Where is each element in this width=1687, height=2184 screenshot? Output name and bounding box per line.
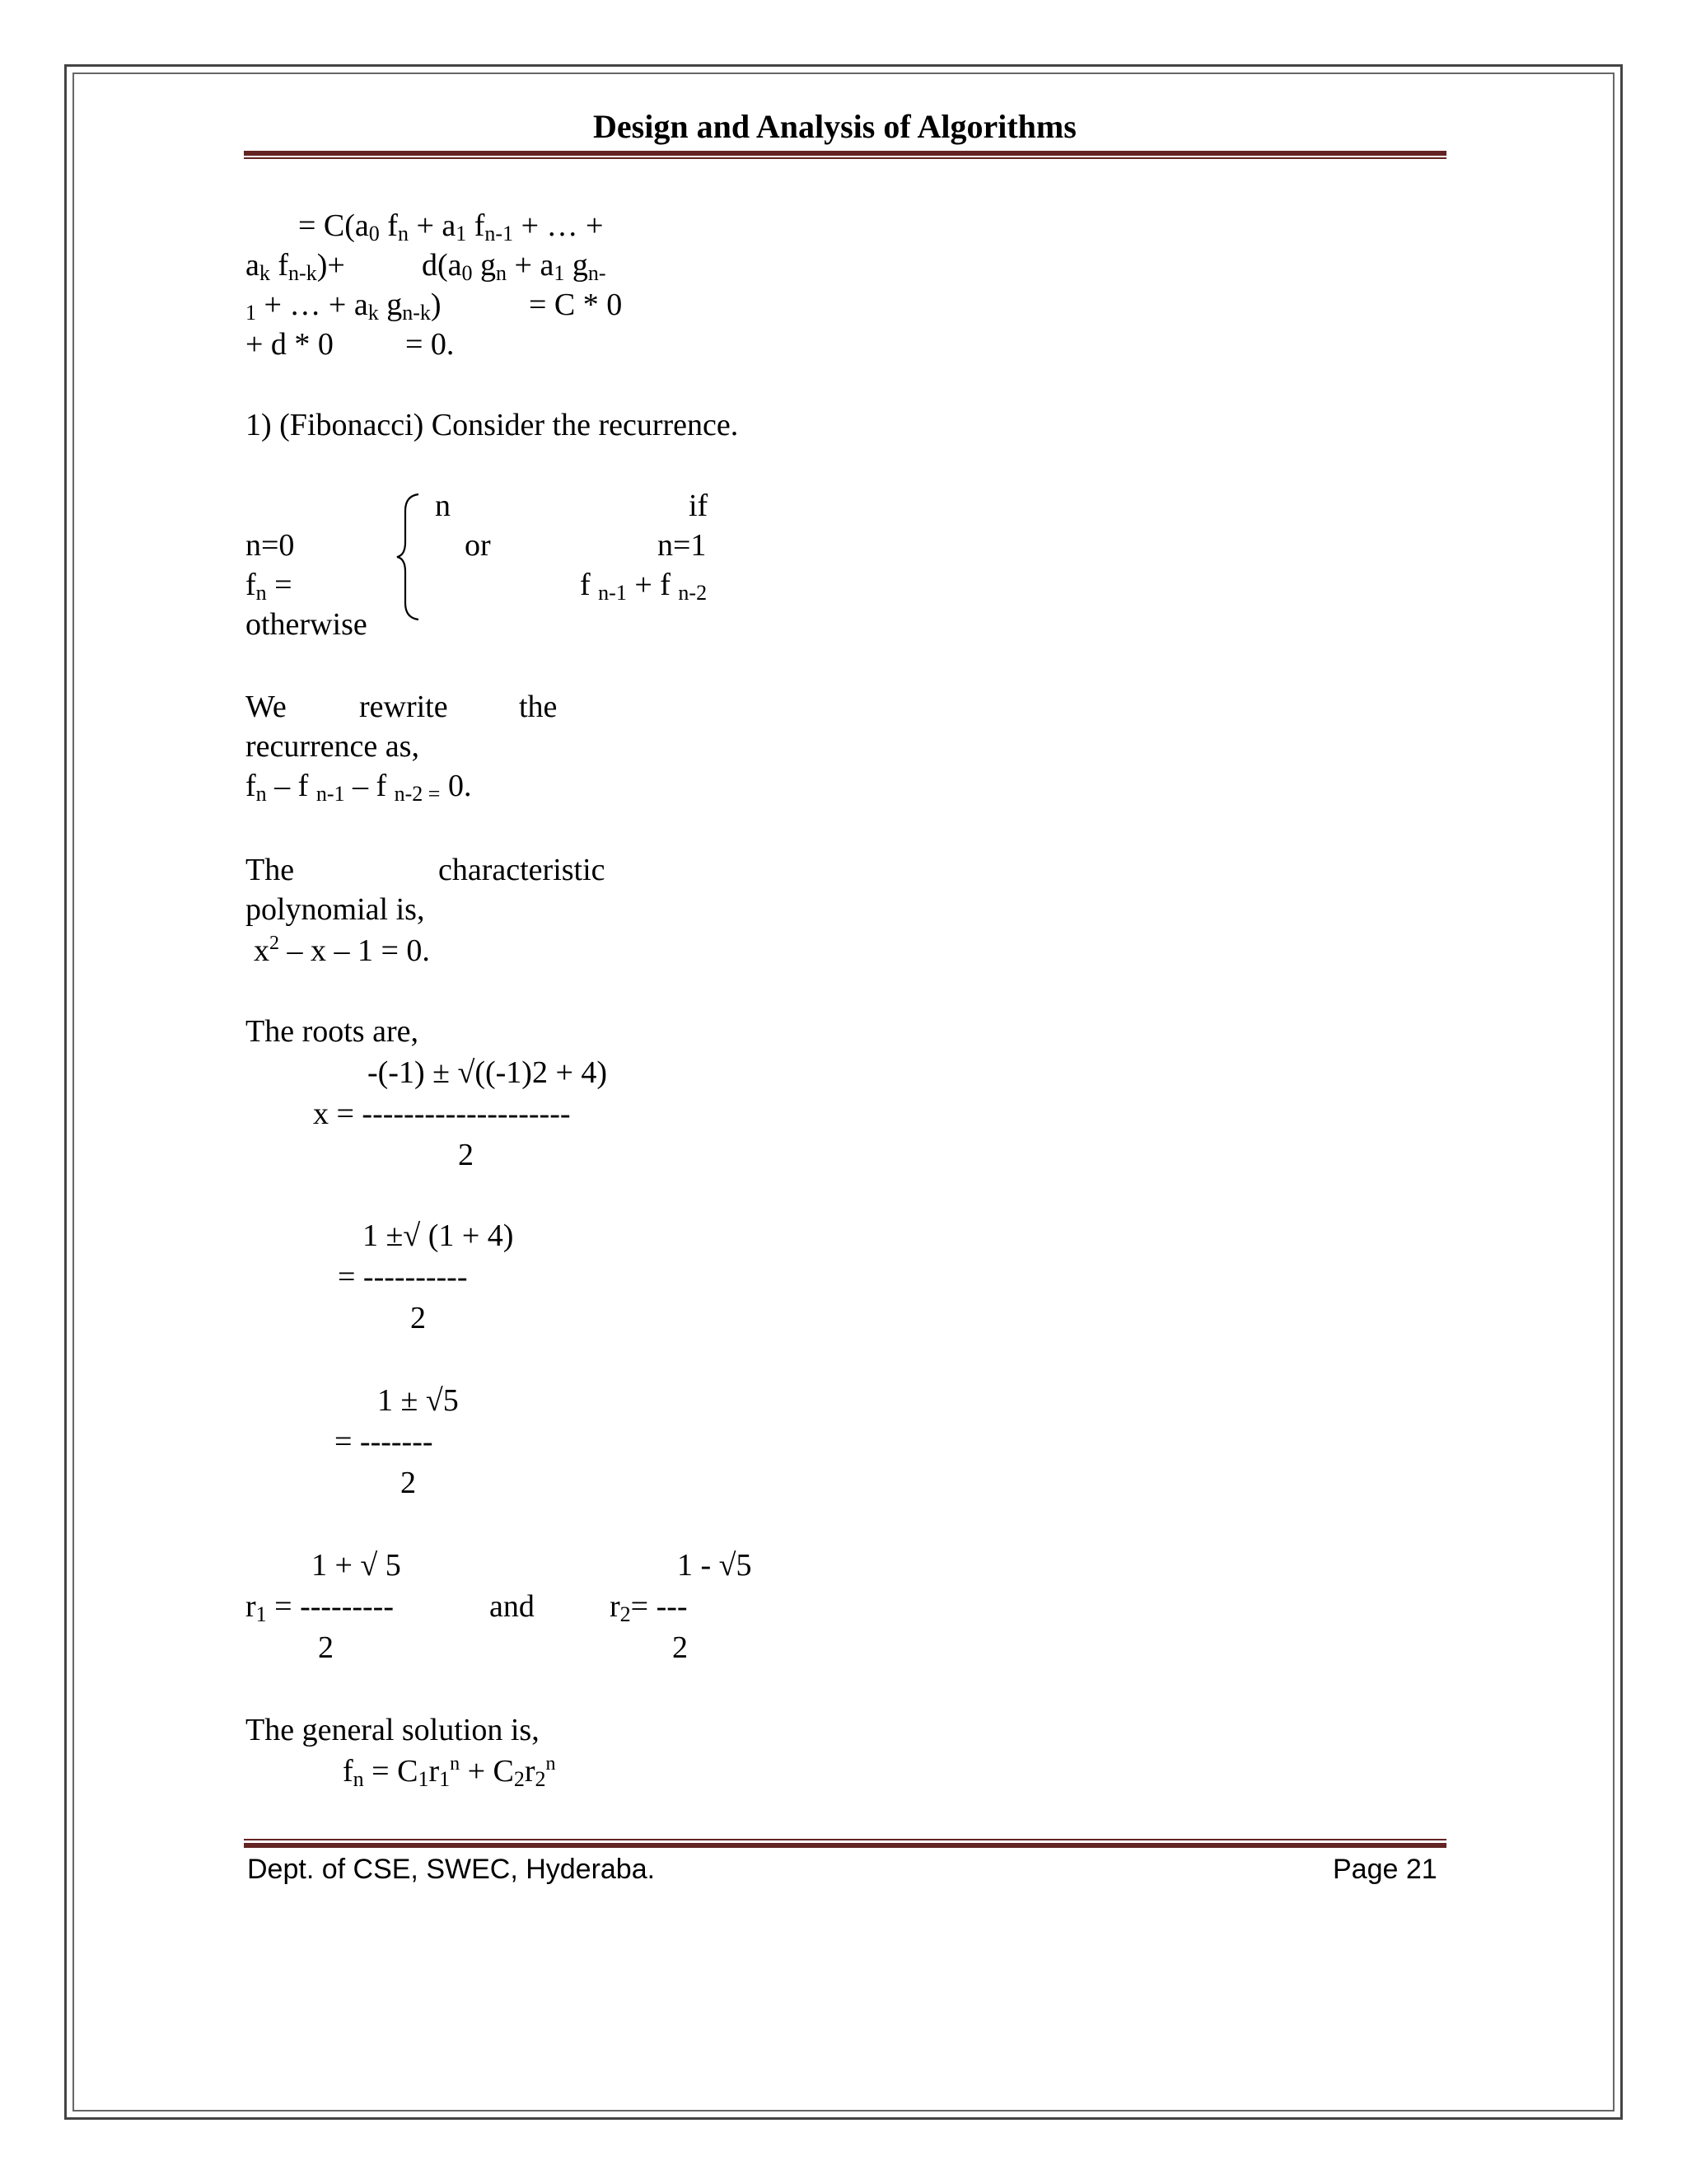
r1-definition: $r_1$ = --------- [245,1589,394,1626]
roots-frac1-numerator: -(-1) ± √((-1)2 + 4) [367,1055,608,1090]
footer-page-number: Page 21 [1333,1854,1437,1885]
and-label: and [489,1589,535,1624]
rewrite-we: We [245,690,287,724]
charpoly-the: The [245,853,295,887]
case-n: n [435,489,451,523]
equation-line-4a: + d * 0 [245,327,334,362]
footer-rule-thin [244,1839,1446,1840]
equation-line-1: = $C(a_0$ $f_n + a_1$ $f_{n-1}$ + … + [298,208,604,246]
equation-line-3a: $_1$ + … + $a_k$ $g_{n-k}$) [245,288,442,325]
rewrite-rewrite: rewrite [359,690,448,724]
footer-department: Dept. of CSE, SWEC, Hyderaba. [247,1854,656,1885]
roots-frac2-numerator: 1 ±√ (1 + 4) [362,1218,514,1253]
roots-frac3-bar: = ------- [334,1424,433,1459]
case-n0: n=0 [245,528,295,563]
general-heading: The general solution is, [245,1713,540,1747]
fn-equals: $f_n$ = [245,568,292,605]
r2-definition: $r_2=$ --- [610,1589,688,1626]
page-border-inner [72,72,1615,2112]
case-otherwise: otherwise [245,607,367,642]
r2-denominator: 2 [672,1630,688,1665]
case-n1: n=1 [657,528,707,563]
case-if: if [689,489,708,523]
equation-line-2b: $d(a_0$ $g_n + a_1$ $g_{n-}$ [422,248,606,285]
rewrite-line-2: recurrence as, [245,729,419,764]
case-recursive: f $_{n-1}$ + f $_{n-2}$ [580,568,708,605]
r2-numerator: 1 - √5 [677,1548,752,1583]
charpoly-equation: $x^2 - x - 1 = 0$. [254,933,430,968]
header-rule-thin [244,157,1446,159]
page-header-title: Design and Analysis of Algorithms [593,108,1077,145]
roots-frac1-denominator: 2 [458,1138,474,1172]
charpoly-line-2: polynomial is, [245,892,425,927]
roots-frac3-denominator: 2 [400,1466,416,1500]
r1-denominator: 2 [318,1630,334,1665]
equation-line-3b: = C * 0 [529,288,623,322]
rewrite-equation: $f_n$ – f $_{n-1}$ – f $_{n-2 =}$ 0. [245,769,472,806]
fibonacci-heading: 1) (Fibonacci) Consider the recurrence. [245,408,739,442]
equation-line-4b: = 0. [405,327,455,362]
roots-frac1-bar: x = -------------------- [313,1097,571,1131]
header-rule-thick [244,151,1446,156]
footer-rule-thick [244,1843,1446,1848]
curly-brace-icon [394,491,427,623]
general-equation: $f_n = C_1r_1^n + C_2r_2^n$ [343,1753,556,1791]
rewrite-the: the [519,690,558,724]
case-or: or [465,528,491,563]
roots-heading: The roots are, [245,1014,418,1049]
r1-numerator: 1 + √ 5 [311,1548,401,1583]
equation-line-2a: $a_k$ $f_{n-k})+$ [245,248,345,285]
roots-frac2-bar: = ---------- [338,1260,468,1294]
roots-frac3-numerator: 1 ± √5 [377,1383,459,1418]
roots-frac2-denominator: 2 [410,1301,426,1335]
charpoly-characteristic: characteristic [438,853,605,887]
